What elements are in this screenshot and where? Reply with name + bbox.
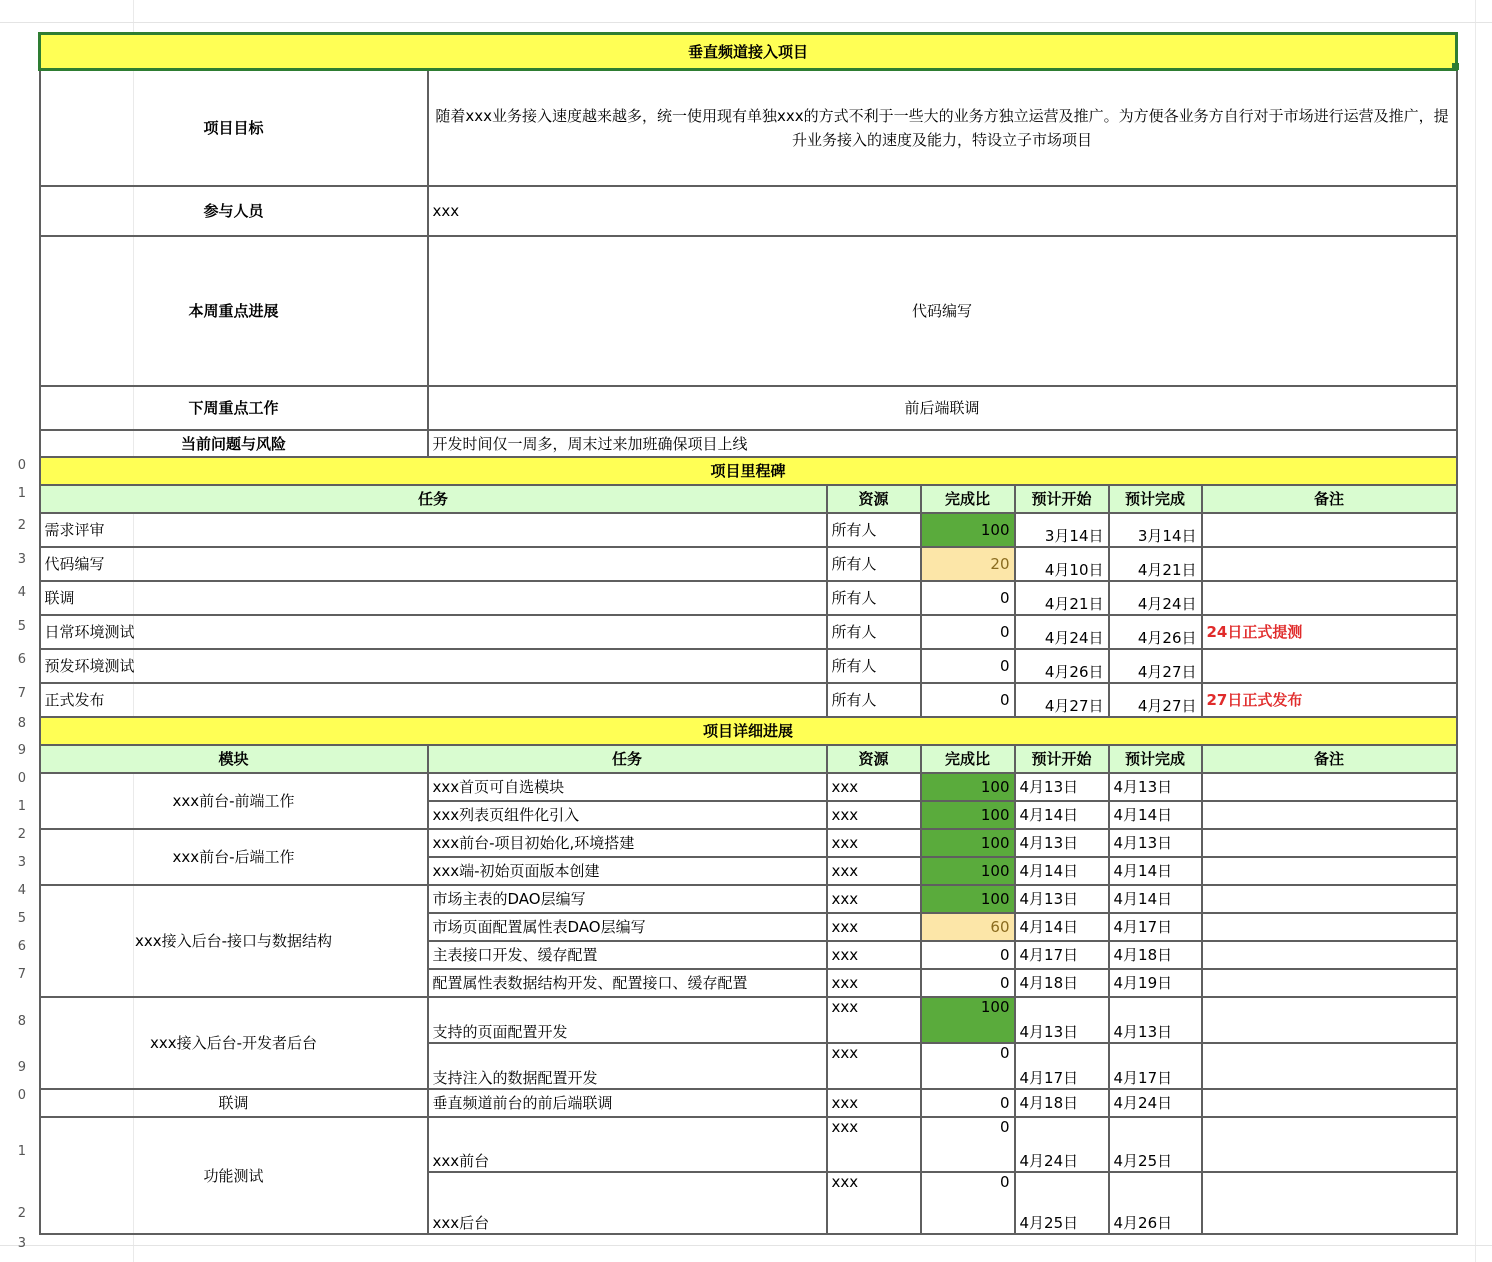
- milestone-row: [40, 649, 1457, 683]
- module-name[interactable]: xxx接入后台-开发者后台: [40, 997, 428, 1089]
- this-week-label[interactable]: 本周重点进展: [40, 236, 428, 386]
- detail-resource[interactable]: xxx: [827, 1172, 921, 1234]
- row-number[interactable]: 3: [17, 855, 26, 870]
- milestone-start[interactable]: 4月24日: [1015, 615, 1109, 649]
- detail-end[interactable]: 4月26日: [1109, 1172, 1202, 1234]
- details-header-end[interactable]: 预计完成: [1109, 745, 1202, 773]
- details-header-start[interactable]: 预计开始: [1015, 745, 1109, 773]
- detail-start[interactable]: 4月13日: [1015, 997, 1109, 1043]
- detail-end[interactable]: 4月17日: [1109, 913, 1202, 941]
- detail-end[interactable]: 4月14日: [1109, 801, 1202, 829]
- milestone-task[interactable]: 正式发布: [40, 683, 827, 717]
- detail-note[interactable]: [1202, 885, 1457, 913]
- milestone-resource[interactable]: 所有人: [827, 683, 921, 717]
- detail-pct[interactable]: 100: [921, 829, 1015, 857]
- detail-resource[interactable]: xxx: [827, 857, 921, 885]
- milestone-start[interactable]: 4月26日: [1015, 649, 1109, 683]
- detail-end[interactable]: 4月13日: [1109, 829, 1202, 857]
- detail-start[interactable]: 4月18日: [1015, 969, 1109, 997]
- milestone-note[interactable]: [1202, 581, 1457, 615]
- detail-end[interactable]: 4月14日: [1109, 857, 1202, 885]
- detail-note[interactable]: [1202, 801, 1457, 829]
- milestone-end[interactable]: 3月14日: [1109, 513, 1202, 547]
- detail-pct[interactable]: 0: [921, 941, 1015, 969]
- row-number[interactable]: 1: [17, 799, 26, 814]
- row-number[interactable]: 5: [17, 911, 26, 926]
- detail-end[interactable]: 4月13日: [1109, 773, 1202, 801]
- gridline: [0, 22, 1492, 23]
- milestone-task[interactable]: 预发环境测试: [40, 649, 827, 683]
- detail-resource[interactable]: xxx: [827, 913, 921, 941]
- detail-task[interactable]: 市场主表的DAO层编写: [428, 885, 827, 913]
- milestone-note[interactable]: [1202, 547, 1457, 581]
- detail-resource[interactable]: xxx: [827, 801, 921, 829]
- milestone-row: [40, 547, 1457, 581]
- goal-text[interactable]: 随着xxx业务接入速度越来越多，统一使用现有单独xxx的方式不利于一些大的业务方独立运营及推广。为方便各业务方自行对于市场进行运营及推广，提升业务接入的速度及能力，特设立子市场项目: [428, 70, 1457, 186]
- milestone-start[interactable]: 4月10日: [1015, 547, 1109, 581]
- detail-resource[interactable]: xxx: [827, 829, 921, 857]
- detail-end[interactable]: 4月18日: [1109, 941, 1202, 969]
- detail-note[interactable]: [1202, 941, 1457, 969]
- milestone-pct[interactable]: 100: [921, 513, 1015, 547]
- detail-start[interactable]: 4月17日: [1015, 1043, 1109, 1089]
- milestone-note[interactable]: [1202, 649, 1457, 683]
- detail-start[interactable]: 4月24日: [1015, 1117, 1109, 1172]
- milestone-end[interactable]: 4月24日: [1109, 581, 1202, 615]
- detail-note[interactable]: [1202, 913, 1457, 941]
- detail-task[interactable]: 支持注入的数据配置开发: [428, 1043, 827, 1089]
- milestone-resource[interactable]: 所有人: [827, 547, 921, 581]
- module-name[interactable]: 联调: [40, 1089, 428, 1117]
- milestone-start[interactable]: 4月21日: [1015, 581, 1109, 615]
- detail-start[interactable]: 4月14日: [1015, 857, 1109, 885]
- detail-pct[interactable]: 0: [921, 969, 1015, 997]
- detail-task[interactable]: xxx首页可自选模块: [428, 773, 827, 801]
- detail-start[interactable]: 4月13日: [1015, 829, 1109, 857]
- milestone-row: [40, 683, 1457, 717]
- milestone-resource[interactable]: 所有人: [827, 513, 921, 547]
- row-number[interactable]: 3: [17, 1236, 26, 1251]
- detail-pct[interactable]: 0: [921, 1172, 1015, 1234]
- detail-task[interactable]: xxx端-初始页面版本创建: [428, 857, 827, 885]
- milestone-end[interactable]: 4月27日: [1109, 649, 1202, 683]
- risk-value[interactable]: 开发时间仅一周多，周末过来加班确保项目上线: [428, 430, 1457, 457]
- detail-task[interactable]: xxx列表页组件化引入: [428, 801, 827, 829]
- milestone-pct[interactable]: 0: [921, 649, 1015, 683]
- detail-task[interactable]: 市场页面配置属性表DAO层编写: [428, 913, 827, 941]
- milestone-note[interactable]: 24日正式提测: [1202, 615, 1457, 649]
- detail-resource[interactable]: xxx: [827, 1043, 921, 1089]
- detail-note[interactable]: [1202, 829, 1457, 857]
- next-week-label[interactable]: 下周重点工作: [40, 386, 428, 430]
- milestone-resource[interactable]: 所有人: [827, 581, 921, 615]
- detail-start[interactable]: 4月13日: [1015, 773, 1109, 801]
- detail-task[interactable]: 支持的页面配置开发: [428, 997, 827, 1043]
- row-number[interactable]: 2: [17, 1206, 26, 1221]
- milestones-section-title[interactable]: 项目里程碑: [40, 457, 1457, 485]
- detail-end[interactable]: 4月13日: [1109, 997, 1202, 1043]
- milestone-task[interactable]: 代码编写: [40, 547, 827, 581]
- next-week-value[interactable]: 前后端联调: [428, 386, 1457, 430]
- details-header-note[interactable]: 备注: [1202, 745, 1457, 773]
- module-name[interactable]: xxx前台-前端工作: [40, 773, 428, 829]
- goal-label[interactable]: 项目目标: [40, 70, 428, 186]
- this-week-value[interactable]: 代码编写: [428, 236, 1457, 386]
- row-number[interactable]: 6: [17, 652, 26, 667]
- milestone-task[interactable]: 联调: [40, 581, 827, 615]
- detail-resource[interactable]: xxx: [827, 997, 921, 1043]
- detail-task[interactable]: 配置属性表数据结构开发、配置接口、缓存配置: [428, 969, 827, 997]
- detail-row: [40, 829, 1457, 857]
- module-name[interactable]: 功能测试: [40, 1117, 428, 1234]
- detail-end[interactable]: 4月14日: [1109, 885, 1202, 913]
- detail-row: [40, 1117, 1457, 1172]
- detail-pct[interactable]: 100: [921, 801, 1015, 829]
- detail-resource[interactable]: xxx: [827, 969, 921, 997]
- row-number[interactable]: 9: [17, 1060, 26, 1075]
- milestones-header-start[interactable]: 预计开始: [1015, 485, 1109, 513]
- detail-note[interactable]: [1202, 1089, 1457, 1117]
- milestone-note[interactable]: 27日正式发布: [1202, 683, 1457, 717]
- details-header-resource[interactable]: 资源: [827, 745, 921, 773]
- detail-end[interactable]: 4月17日: [1109, 1043, 1202, 1089]
- row-number[interactable]: 4: [17, 585, 26, 600]
- detail-start[interactable]: 4月14日: [1015, 913, 1109, 941]
- detail-pct[interactable]: 0: [921, 1117, 1015, 1172]
- selection-fill-handle[interactable]: [1452, 63, 1459, 70]
- milestone-task[interactable]: 日常环境测试: [40, 615, 827, 649]
- details-section-title[interactable]: 项目详细进展: [40, 717, 1457, 745]
- detail-pct[interactable]: 0: [921, 1043, 1015, 1089]
- row-number[interactable]: 0: [17, 458, 26, 473]
- row-number[interactable]: 3: [17, 552, 26, 567]
- row-number[interactable]: 4: [17, 883, 26, 898]
- detail-pct[interactable]: 100: [921, 885, 1015, 913]
- row-number[interactable]: 2: [17, 827, 26, 842]
- detail-resource[interactable]: xxx: [827, 1117, 921, 1172]
- detail-start[interactable]: 4月17日: [1015, 941, 1109, 969]
- row-number[interactable]: 5: [17, 619, 26, 634]
- row-number[interactable]: 8: [17, 716, 26, 731]
- detail-note[interactable]: [1202, 969, 1457, 997]
- sheet-title-cell[interactable]: 垂直频道接入项目: [40, 34, 1457, 70]
- details-header-pct[interactable]: 完成比: [921, 745, 1015, 773]
- milestone-pct[interactable]: 0: [921, 615, 1015, 649]
- row-number[interactable]: 0: [17, 1088, 26, 1103]
- detail-end[interactable]: 4月25日: [1109, 1117, 1202, 1172]
- detail-task[interactable]: xxx后台: [428, 1172, 827, 1234]
- module-name[interactable]: xxx接入后台-接口与数据结构: [40, 885, 428, 997]
- milestones-header-task[interactable]: 任务: [40, 485, 827, 513]
- detail-task[interactable]: xxx前台-项目初始化,环境搭建: [428, 829, 827, 857]
- detail-note[interactable]: [1202, 997, 1457, 1043]
- gridline: [0, 1245, 1492, 1246]
- row-number[interactable]: 8: [17, 1014, 26, 1029]
- milestones-header-end[interactable]: 预计完成: [1109, 485, 1202, 513]
- milestone-end[interactable]: 4月27日: [1109, 683, 1202, 717]
- milestone-resource[interactable]: 所有人: [827, 615, 921, 649]
- milestone-task[interactable]: 需求评审: [40, 513, 827, 547]
- members-value[interactable]: xxx: [428, 186, 1457, 236]
- row-number[interactable]: 7: [17, 686, 26, 701]
- milestone-pct[interactable]: 0: [921, 581, 1015, 615]
- milestone-pct[interactable]: 0: [921, 683, 1015, 717]
- detail-note[interactable]: [1202, 773, 1457, 801]
- detail-row: [40, 773, 1457, 801]
- risk-label[interactable]: 当前问题与风险: [40, 430, 428, 457]
- detail-start[interactable]: 4月14日: [1015, 801, 1109, 829]
- row-number[interactable]: 6: [17, 939, 26, 954]
- milestones-header-resource[interactable]: 资源: [827, 485, 921, 513]
- detail-start[interactable]: 4月18日: [1015, 1089, 1109, 1117]
- detail-resource[interactable]: xxx: [827, 773, 921, 801]
- milestone-pct[interactable]: 20: [921, 547, 1015, 581]
- milestone-start[interactable]: 3月14日: [1015, 513, 1109, 547]
- gridline: [1475, 0, 1476, 1262]
- row-number[interactable]: 2: [17, 518, 26, 533]
- details-header-module[interactable]: 模块: [40, 745, 428, 773]
- row-number[interactable]: 7: [17, 967, 26, 982]
- detail-task[interactable]: 垂直频道前台的前后端联调: [428, 1089, 827, 1117]
- milestone-end[interactable]: 4月26日: [1109, 615, 1202, 649]
- row-number[interactable]: 1: [17, 1144, 26, 1159]
- detail-task[interactable]: 主表接口开发、缓存配置: [428, 941, 827, 969]
- milestone-note[interactable]: [1202, 513, 1457, 547]
- detail-note[interactable]: [1202, 1117, 1457, 1172]
- detail-row: [40, 997, 1457, 1043]
- detail-pct[interactable]: 100: [921, 857, 1015, 885]
- milestones-header-note[interactable]: 备注: [1202, 485, 1457, 513]
- members-label[interactable]: 参与人员: [40, 186, 428, 236]
- detail-start[interactable]: 4月25日: [1015, 1172, 1109, 1234]
- detail-resource[interactable]: xxx: [827, 941, 921, 969]
- detail-note[interactable]: [1202, 1172, 1457, 1234]
- detail-end[interactable]: 4月24日: [1109, 1089, 1202, 1117]
- detail-resource[interactable]: xxx: [827, 885, 921, 913]
- milestones-header-pct[interactable]: 完成比: [921, 485, 1015, 513]
- row-number[interactable]: 1: [17, 486, 26, 501]
- detail-note[interactable]: [1202, 1043, 1457, 1089]
- detail-row: [40, 885, 1457, 913]
- milestone-end[interactable]: 4月21日: [1109, 547, 1202, 581]
- detail-resource[interactable]: xxx: [827, 1089, 921, 1117]
- milestone-row: [40, 615, 1457, 649]
- detail-end[interactable]: 4月19日: [1109, 969, 1202, 997]
- detail-pct[interactable]: 100: [921, 997, 1015, 1043]
- detail-pct[interactable]: 60: [921, 913, 1015, 941]
- row-number[interactable]: 9: [17, 743, 26, 758]
- project-report-table: [38, 32, 1458, 1235]
- detail-pct[interactable]: 0: [921, 1089, 1015, 1117]
- module-name[interactable]: xxx前台-后端工作: [40, 829, 428, 885]
- details-header-task[interactable]: 任务: [428, 745, 827, 773]
- row-number[interactable]: 0: [17, 771, 26, 786]
- milestone-row: [40, 581, 1457, 615]
- milestone-row: [40, 513, 1457, 547]
- milestone-start[interactable]: 4月27日: [1015, 683, 1109, 717]
- detail-row: [40, 1089, 1457, 1117]
- detail-pct[interactable]: 100: [921, 773, 1015, 801]
- milestone-resource[interactable]: 所有人: [827, 649, 921, 683]
- detail-task[interactable]: xxx前台: [428, 1117, 827, 1172]
- detail-note[interactable]: [1202, 857, 1457, 885]
- detail-start[interactable]: 4月13日: [1015, 885, 1109, 913]
